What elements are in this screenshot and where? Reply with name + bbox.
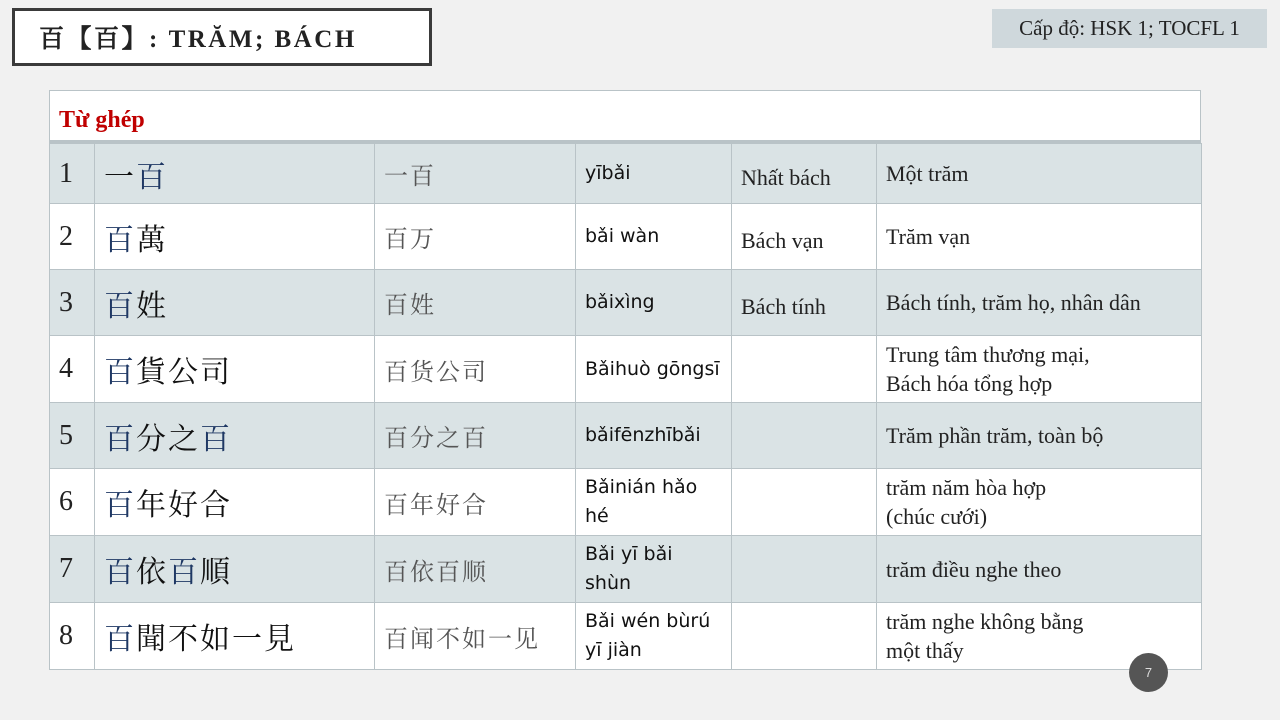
- simplified-word: 一百: [375, 144, 576, 204]
- meaning: Bách tính, trăm họ, nhân dân: [877, 270, 1202, 336]
- row-number: 5: [50, 403, 95, 469]
- pinyin: Bǎihuò gōngsī: [576, 336, 732, 403]
- simplified-word: 百闻不如一见: [375, 603, 576, 670]
- han-viet: [732, 603, 877, 670]
- table-row: [50, 144, 1202, 204]
- table-row: [50, 270, 1202, 336]
- table-row: [50, 469, 1202, 536]
- table-title: Từ ghép: [49, 90, 1201, 143]
- simplified-word: 百万: [375, 204, 576, 270]
- slide-title: 百【百】: TRĂM; BÁCH: [12, 8, 432, 66]
- traditional-word: 百依百順: [95, 536, 375, 603]
- han-viet: Nhất bách: [732, 144, 877, 204]
- traditional-word: 一百: [95, 144, 375, 204]
- pinyin: yībǎi: [576, 144, 732, 204]
- pinyin: Bǎi yī bǎi shùn: [576, 536, 732, 603]
- meaning: trăm điều nghe theo: [877, 536, 1202, 603]
- table-row: [50, 204, 1202, 270]
- row-number: 8: [50, 603, 95, 670]
- page-number: 7: [1129, 653, 1168, 692]
- meaning: trăm năm hòa hợp (chúc cưới): [877, 469, 1202, 536]
- row-number: 2: [50, 204, 95, 270]
- table-row: [50, 603, 1202, 670]
- simplified-word: 百货公司: [375, 336, 576, 403]
- traditional-word: 百貨公司: [95, 336, 375, 403]
- table-row: [50, 336, 1202, 403]
- simplified-word: 百分之百: [375, 403, 576, 469]
- pinyin: bǎixìng: [576, 270, 732, 336]
- han-viet: Bách tính: [732, 270, 877, 336]
- meaning: trăm nghe không bằng một thấy: [877, 603, 1202, 670]
- simplified-word: 百年好合: [375, 469, 576, 536]
- level-badge: Cấp độ: HSK 1; TOCFL 1: [992, 9, 1267, 48]
- traditional-word: 百姓: [95, 270, 375, 336]
- han-viet: [732, 336, 877, 403]
- pinyin: bǎifēnzhībǎi: [576, 403, 732, 469]
- pinyin: Bǎi wén bùrú yī jiàn: [576, 603, 732, 670]
- han-viet: Bách vạn: [732, 204, 877, 270]
- meaning: Trăm phần trăm, toàn bộ: [877, 403, 1202, 469]
- compound-words-table: [49, 90, 1201, 670]
- traditional-word: 百聞不如一見: [95, 603, 375, 670]
- words-grid: [49, 143, 1202, 670]
- simplified-word: 百依百顺: [375, 536, 576, 603]
- han-viet: [732, 469, 877, 536]
- meaning: Trung tâm thương mại, Bách hóa tổng hợp: [877, 336, 1202, 403]
- table-row: [50, 536, 1202, 603]
- han-viet: [732, 536, 877, 603]
- pinyin: Bǎinián hǎo hé: [576, 469, 732, 536]
- meaning: Trăm vạn: [877, 204, 1202, 270]
- row-number: 7: [50, 536, 95, 603]
- traditional-word: 百分之百: [95, 403, 375, 469]
- row-number: 3: [50, 270, 95, 336]
- pinyin: bǎi wàn: [576, 204, 732, 270]
- meaning: Một trăm: [877, 144, 1202, 204]
- row-number: 4: [50, 336, 95, 403]
- row-number: 1: [50, 144, 95, 204]
- traditional-word: 百萬: [95, 204, 375, 270]
- table-row: [50, 403, 1202, 469]
- han-viet: [732, 403, 877, 469]
- row-number: 6: [50, 469, 95, 536]
- traditional-word: 百年好合: [95, 469, 375, 536]
- simplified-word: 百姓: [375, 270, 576, 336]
